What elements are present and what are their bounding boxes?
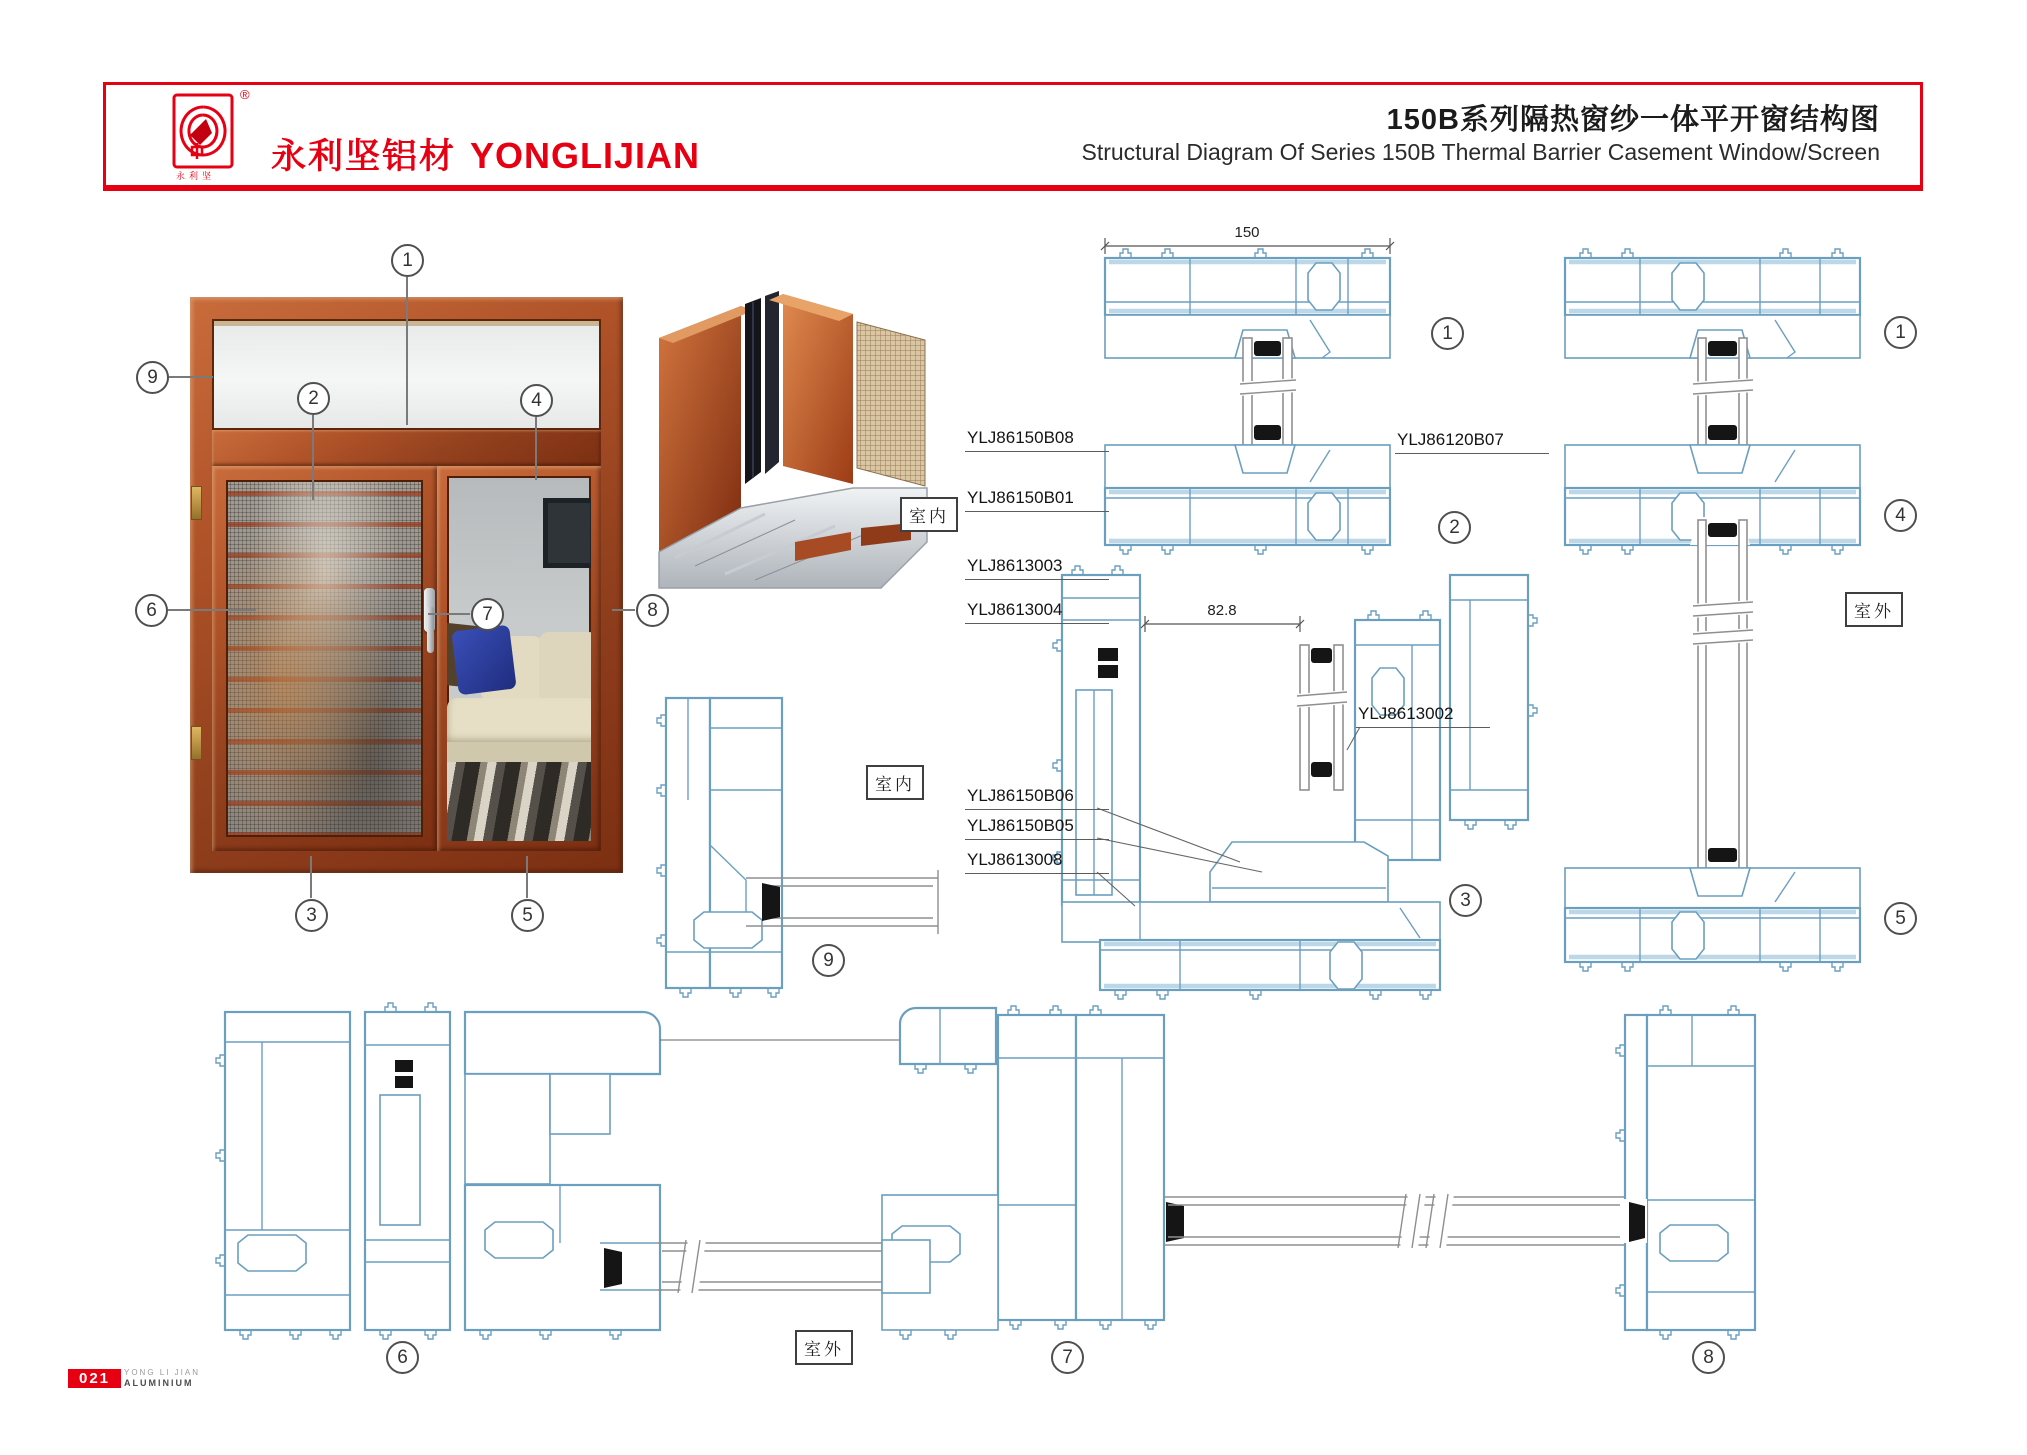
leader-line [526, 856, 528, 898]
part-label: YLJ86150B06 [965, 786, 1109, 810]
footer-brand-line1: YONG LI JIAN [124, 1368, 201, 1377]
section-callout-2: 2 [1438, 511, 1471, 544]
callout-7: 7 [471, 598, 504, 631]
logo-caption: 永利坚 [176, 171, 216, 181]
callout-4: 4 [520, 384, 553, 417]
picture-frame [543, 498, 591, 568]
hinge [191, 486, 202, 520]
brand-text [271, 129, 700, 179]
leader-line [406, 277, 408, 425]
leader-line [169, 376, 213, 378]
profile-3d-render [645, 290, 945, 590]
brand-name-cn: 永利坚铝材 [271, 137, 457, 176]
callout-3: 3 [295, 899, 328, 932]
section-callout-1b: 1 [1884, 316, 1917, 349]
header-bar [103, 82, 1923, 191]
interior-scene [447, 476, 591, 841]
section-bottom-row [200, 1000, 1790, 1345]
casement-pane [437, 466, 601, 851]
callout-2: 2 [297, 382, 330, 415]
section-callout-3: 3 [1449, 884, 1482, 917]
sofa-base [447, 742, 591, 764]
footer-brand-line2: ALUMINIUM [124, 1378, 194, 1388]
part-label: YLJ8613008 [965, 850, 1109, 874]
dimension-82-8: 82.8 [1207, 602, 1237, 619]
section-callout-4: 4 [1884, 499, 1917, 532]
section-callout-9: 9 [812, 944, 845, 977]
registered-mark: ® [240, 87, 250, 102]
section-callout-6: 6 [386, 1341, 419, 1374]
blue-pillow [451, 625, 516, 696]
indoor-label: 室内 [866, 765, 924, 800]
leader-line [310, 856, 312, 898]
part-label: YLJ8613003 [965, 556, 1109, 580]
footer-page-number: 021 [68, 1369, 121, 1388]
callout-1: 1 [391, 244, 424, 277]
leader-line [535, 417, 537, 480]
part-label: YLJ86150B05 [965, 816, 1109, 840]
page-title-en: Structural Diagram Of Series 150B Thermal Barrier Casement Window/Screen [1081, 139, 1880, 165]
outdoor-label: 室外 [1845, 592, 1903, 627]
hinge [191, 726, 202, 760]
window-mullion [212, 430, 601, 466]
section-callout-7: 7 [1051, 1341, 1084, 1374]
leader-line [168, 609, 256, 611]
indoor-label: 室内 [900, 497, 958, 532]
callout-5: 5 [511, 899, 544, 932]
callout-6: 6 [135, 594, 168, 627]
callout-9: 9 [136, 361, 169, 394]
section-callout-5: 5 [1884, 902, 1917, 935]
part-label: YLJ86150B08 [965, 428, 1109, 452]
section-callout-1: 1 [1431, 317, 1464, 350]
sofa-seat [447, 698, 591, 746]
part-label: YLJ86150B01 [965, 488, 1109, 512]
company-logo-icon [172, 93, 234, 169]
leader-line [612, 609, 635, 611]
page-title-cn: 150B系列隔热窗纱一体平开窗结构图 [1386, 104, 1880, 136]
part-label: YLJ8613002 [1356, 704, 1490, 728]
sofa-cushion [539, 632, 591, 702]
brand-name-en: YONGLIJIAN [470, 135, 701, 176]
insect-screen-mesh [226, 480, 423, 837]
outdoor-label: 室外 [795, 1330, 853, 1365]
screen-sash [212, 466, 437, 851]
part-label: YLJ86120B07 [1395, 430, 1549, 454]
section-detail-9 [650, 690, 960, 1000]
callout-8: 8 [636, 594, 669, 627]
striped-rug [447, 762, 591, 841]
dimension-150: 150 [1234, 224, 1260, 241]
leader-line [312, 415, 314, 500]
section-callout-8: 8 [1692, 1341, 1725, 1374]
leader-line [428, 613, 470, 615]
part-label: YLJ8613004 [965, 600, 1109, 624]
